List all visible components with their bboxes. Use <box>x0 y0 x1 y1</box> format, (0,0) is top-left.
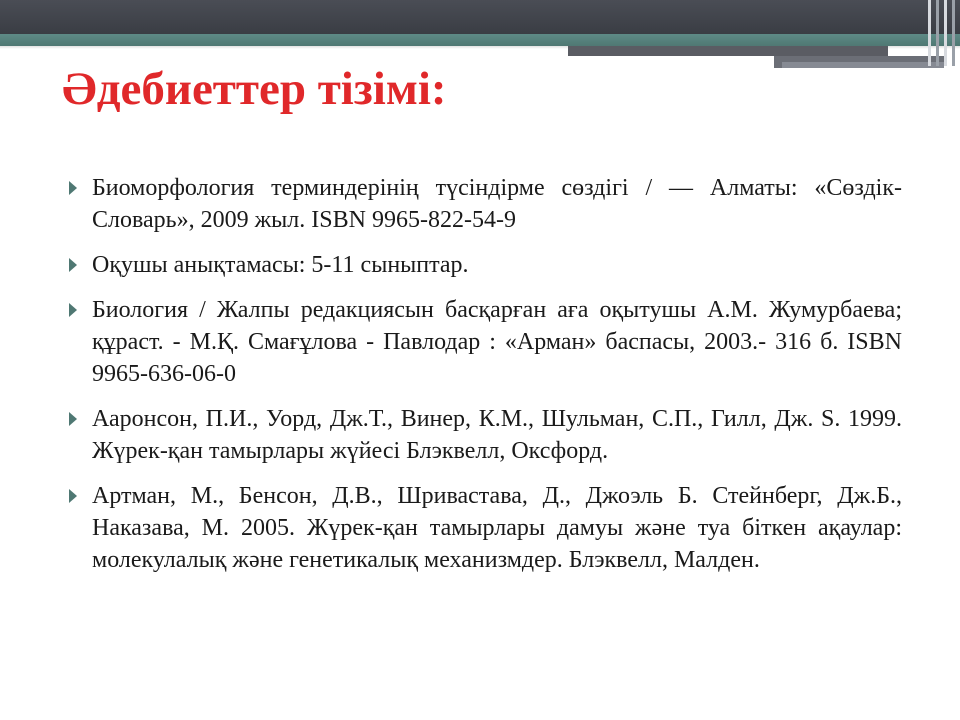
list-item <box>66 294 902 390</box>
reference-text: Биология / Жалпы редакциясын басқарған аға оқытушы А.М. Жумурбаева; құраст. - М.Қ. Смағұлова - Павлодар : «Арман» баспасы, 2003.- 316 б. ISBN 9965-636-06-0 <box>92 297 902 387</box>
list-item <box>66 480 902 576</box>
reference-list <box>66 172 902 589</box>
reference-text: Ааронсон, П.И., Уорд, Дж.Т., Винер, К.М., Шульман, С.П., Гилл, Дж. S. 1999. Жүрек-қан тамырлары жүйесі Блэквелл, Оксфорд. <box>92 406 902 464</box>
reference-text: Артман, М., Бенсон, Д.В., Шривастава, Д., Джоэль Б. Стейнберг, Дж.Б., Наказава, М. 2005. Жүрек-қан тамырлары дамуы және туа біткен ақаулар: молекулалық және генетикалық механизмдер. Блэквелл, Малден. <box>92 483 902 573</box>
header-banner <box>0 0 960 34</box>
decorative-strip <box>928 0 931 66</box>
reference-text: Биоморфология терминдерінің түсіндірме сөздігі / — Алматы: «Сөздік-Словарь», 2009 жыл. ISBN 9965-822-54-9 <box>92 175 902 233</box>
decorative-strip <box>952 0 955 66</box>
decorative-strip <box>944 0 947 66</box>
decorative-strip <box>936 0 939 66</box>
triangle-right-icon <box>69 303 77 317</box>
triangle-right-icon <box>69 412 77 426</box>
header-accent-stripe <box>0 34 960 46</box>
triangle-right-icon <box>69 489 77 503</box>
list-item <box>66 403 902 467</box>
decorative-bar <box>782 62 944 68</box>
decorative-bar <box>568 46 888 56</box>
list-item <box>66 172 902 236</box>
list-item <box>66 249 902 281</box>
slide-title: Әдебиеттер тізімі: <box>62 63 447 115</box>
reference-text: Оқушы анықтамасы: 5-11 сыныптар. <box>92 252 469 278</box>
triangle-right-icon <box>69 181 77 195</box>
triangle-right-icon <box>69 258 77 272</box>
